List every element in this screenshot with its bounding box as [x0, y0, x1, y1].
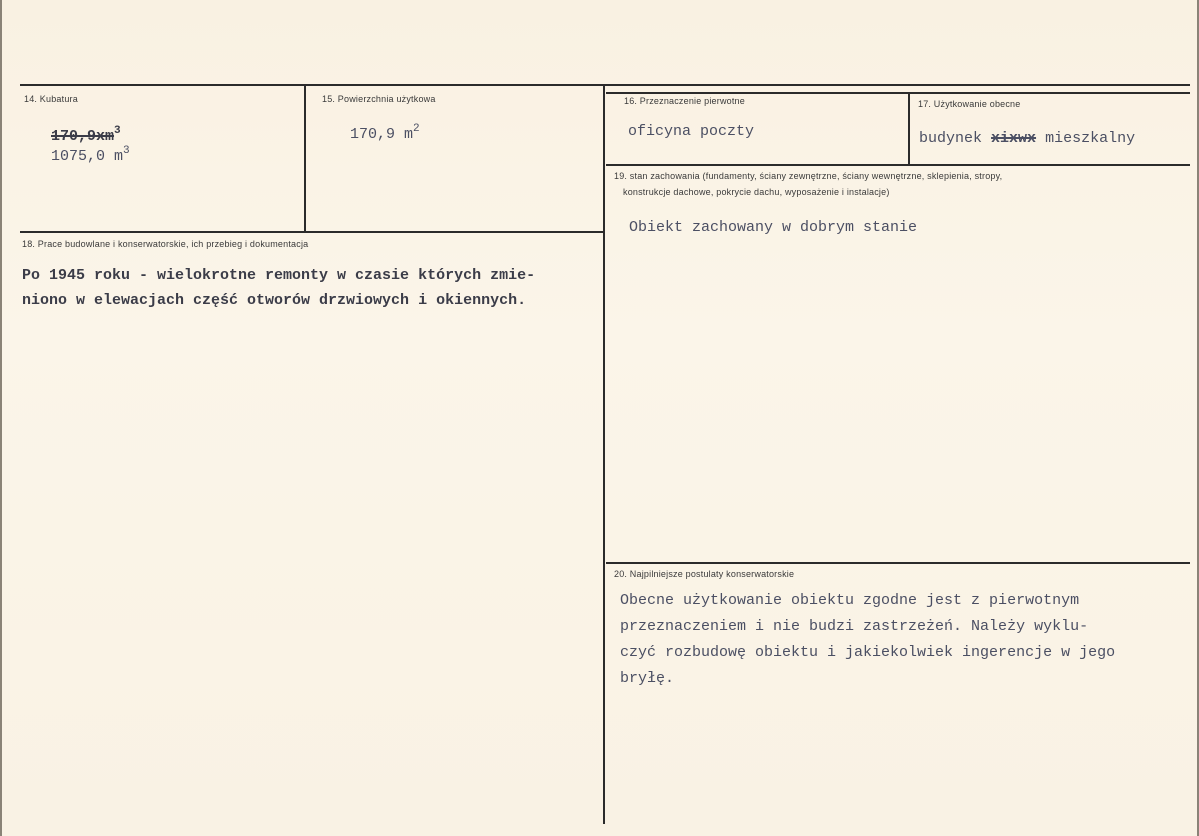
field-19-label-line1: 19. stan zachowania (fundamenty, ściany zewnętrzne, ściany wewnętrzne, sklepienia, stropy,	[614, 171, 1003, 181]
field-18-line-2: niono w elewacjach część otworów drzwiowych i okiennych.	[22, 292, 527, 309]
field-18-line-1: Po 1945 roku - wielokrotne remonty w czasie których zmie-	[22, 267, 536, 284]
field-20-line-4: bryłę.	[620, 670, 675, 687]
field-20-line-1: Obecne użytkowanie obiektu zgodne jest z pierwotnym	[620, 592, 1080, 609]
field-20-line-2: przeznaczeniem i nie budzi zastrzeżeń. Należy wyklu-	[620, 618, 1089, 635]
field-16-value: oficyna poczty	[628, 123, 755, 140]
field-20-label: 20. Najpilniejsze postulaty konserwatorskie	[614, 569, 795, 579]
field-19-label-line2: konstrukcje dachowe, pokrycie dachu, wyposażenie i instalacje)	[623, 187, 890, 197]
field-16-label: 16. Przeznaczenie pierwotne	[624, 96, 745, 106]
field-17-value: budynek xixwx mieszkalny	[919, 130, 1136, 147]
top-rule	[20, 84, 1190, 86]
field-14-value: 1075,0 $m^3$	[51, 145, 130, 165]
divider-14-15	[304, 86, 306, 232]
rule-right-top	[606, 92, 1190, 94]
field-14-label: 14. Kubatura	[24, 94, 78, 104]
field-18-label: 18. Prace budowlane i konserwatorskie, ich przebieg i dokumentacja	[22, 239, 309, 249]
rule-above-20	[606, 562, 1190, 564]
field-15-label: 15. Powierzchnia użytkowa	[322, 94, 436, 104]
field-14-struck-value: $170,9xm^3$	[51, 125, 121, 145]
field-19-value: Obiekt zachowany w dobrym stanie	[629, 219, 918, 236]
field-17-label: 17. Użytkowanie obecne	[918, 99, 1021, 109]
rule-above-19	[606, 164, 1190, 166]
divider-16-17	[908, 92, 910, 164]
field-15-value: 170,9 $m^2$	[350, 123, 420, 143]
rule-above-18	[20, 231, 604, 233]
divider-left-right	[603, 86, 605, 824]
field-20-line-3: czyć rozbudowę obiektu i jakiekolwiek ingerencje w jego	[620, 644, 1116, 661]
